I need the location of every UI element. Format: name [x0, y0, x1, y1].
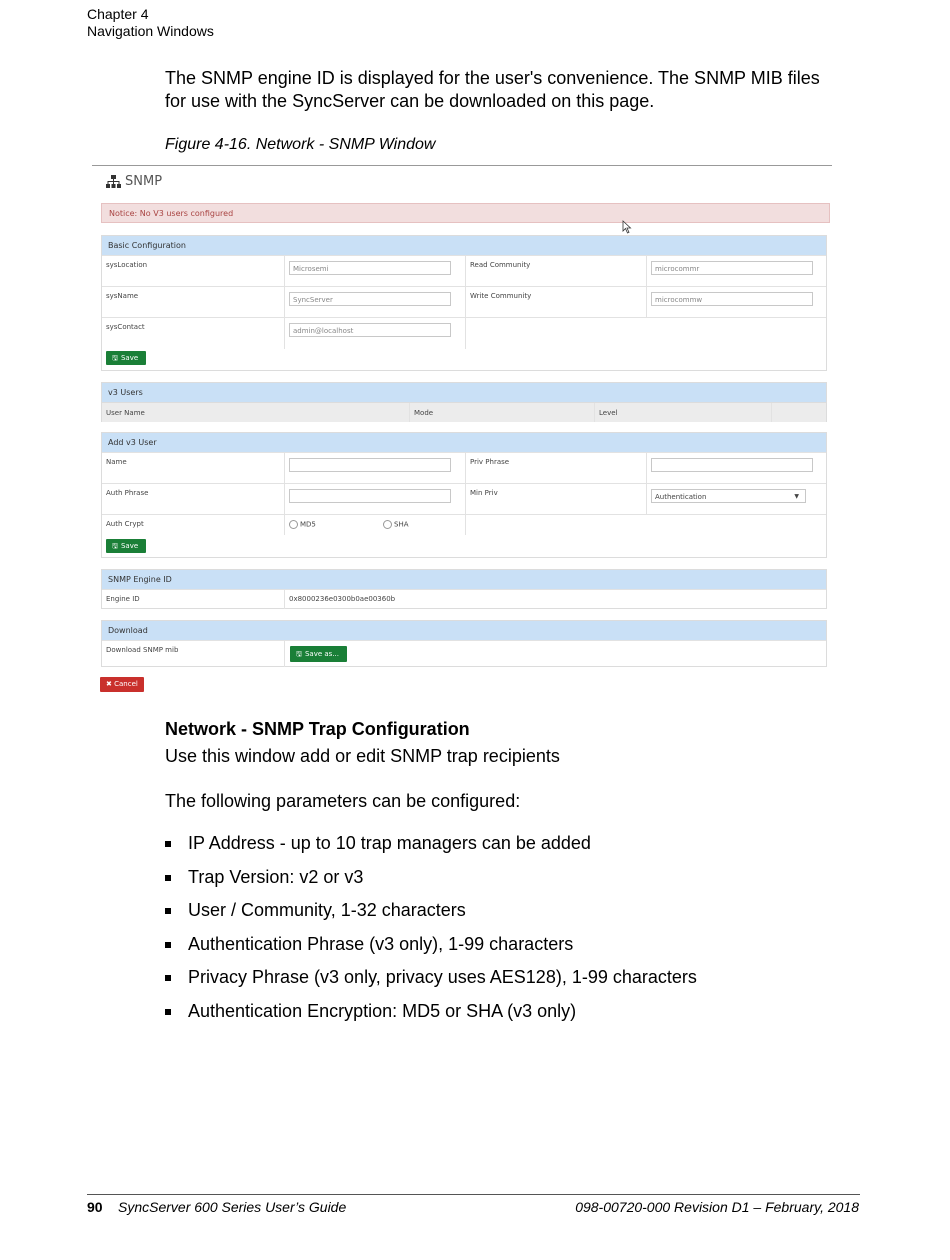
engine-id-heading: SNMP Engine ID [102, 570, 826, 589]
read-community-input[interactable]: microcommr [651, 261, 813, 275]
name-label: Name [106, 458, 127, 466]
network-icon [106, 175, 121, 188]
auth-crypt-label: Auth Crypt [106, 520, 144, 528]
md5-radio[interactable] [289, 520, 298, 529]
mouse-cursor-icon [622, 220, 632, 234]
sha-radio[interactable] [383, 520, 392, 529]
add-v3-user-heading: Add v3 User [102, 433, 826, 452]
bullet-square-icon [165, 875, 171, 881]
syscontact-input[interactable]: admin@localhost [289, 323, 451, 337]
floppy-icon: 🖫 [112, 354, 118, 362]
chapter-label: Chapter 4 [87, 6, 149, 22]
window-title [106, 174, 162, 189]
section-label: Navigation Windows [87, 23, 214, 39]
sysname-label: sysName [106, 292, 139, 300]
revision-info: 098-00720-000 Revision D1 – February, 2018 [575, 1199, 859, 1215]
params-intro: The following parameters can be configured: [165, 791, 521, 811]
list-item: Privacy Phrase (v3 only, privacy uses AES128), 1-99 characters [165, 966, 697, 1000]
write-community-label: Write Community [465, 287, 646, 317]
priv-phrase-input[interactable] [651, 458, 813, 472]
min-priv-label: Min Priv [465, 484, 646, 514]
name-input[interactable] [289, 458, 451, 472]
cancel-label: Cancel [114, 680, 138, 688]
bullet-square-icon [165, 975, 171, 981]
basic-config-panel [101, 235, 827, 371]
add-user-save-button[interactable] [106, 539, 146, 553]
footer-divider [87, 1194, 860, 1195]
window-title-text: SNMP [125, 174, 163, 189]
list-item: User / Community, 1-32 characters [165, 899, 697, 933]
add-row-1 [102, 452, 826, 483]
guide-title: SyncServer 600 Series User’s Guide [118, 1199, 347, 1215]
figure-caption: Figure 4-16. Network - SNMP Window [165, 136, 436, 153]
engine-id-value: 0x8000236e0300b0ae00360b [284, 590, 828, 609]
notice-banner: Notice: No V3 users configured [101, 203, 830, 223]
min-priv-value: Authentication [655, 493, 707, 501]
md5-option[interactable] [284, 515, 379, 535]
auth-phrase-label: Auth Phrase [106, 489, 149, 497]
intro-line-1: The SNMP engine ID is displayed for the user's convenience. The SNMP MIB files [165, 68, 820, 88]
close-icon: ✖ [106, 680, 112, 688]
sha-option[interactable] [379, 515, 465, 535]
col-level[interactable]: Level [594, 403, 771, 422]
cancel-button[interactable] [100, 677, 144, 692]
intro-line-2: for use with the SyncServer can be downloaded on this page. [165, 91, 655, 111]
add-user-save-label: Save [120, 542, 139, 550]
bullet-square-icon [165, 1009, 171, 1015]
engine-id-panel [101, 569, 827, 609]
col-user-name[interactable]: User Name [106, 409, 145, 417]
syslocation-label: sysLocation [106, 261, 148, 269]
add-row-2 [102, 483, 826, 514]
list-item: Trap Version: v2 or v3 [165, 866, 697, 900]
page-number: 90 [87, 1199, 103, 1215]
save-as-button[interactable] [290, 646, 347, 662]
list-item: Authentication Phrase (v3 only), 1-99 characters [165, 933, 697, 967]
basic-config-heading: Basic Configuration [102, 236, 826, 255]
md5-label: MD5 [300, 520, 316, 529]
download-panel [101, 620, 827, 667]
v3-users-panel [101, 382, 827, 422]
bullet-square-icon [165, 841, 171, 847]
save-as-label: Save as... [304, 650, 339, 658]
floppy-icon: 🖫 [296, 650, 302, 658]
bullet-square-icon [165, 908, 171, 914]
basic-row-2 [102, 286, 826, 317]
trap-section-subtitle: Use this window add or edit SNMP trap recipients [165, 746, 560, 766]
trap-section-heading: Network - SNMP Trap Configuration [165, 719, 470, 739]
syscontact-label: sysContact [106, 323, 145, 331]
basic-row-3 [102, 317, 826, 349]
basic-save-label: Save [120, 354, 139, 362]
list-item: IP Address - up to 10 trap managers can be added [165, 832, 697, 866]
priv-phrase-label: Priv Phrase [465, 453, 646, 483]
list-item: Authentication Encryption: MD5 or SHA (v3 only) [165, 1000, 697, 1034]
download-heading: Download [102, 621, 826, 640]
min-priv-select[interactable] [651, 489, 806, 503]
bullet-square-icon [165, 942, 171, 948]
basic-row-1 [102, 255, 826, 286]
v3-users-heading: v3 Users [102, 383, 826, 402]
params-list [165, 832, 697, 1033]
download-mib-label: Download SNMP mib [106, 646, 179, 654]
add-row-3 [102, 514, 826, 535]
floppy-icon: 🖫 [112, 542, 118, 550]
dropdown-arrow-icon: ▼ [794, 493, 799, 500]
auth-phrase-input[interactable] [289, 489, 451, 503]
sysname-input[interactable]: SyncServer [289, 292, 451, 306]
basic-save-button[interactable] [106, 351, 146, 365]
syslocation-input[interactable]: Microsemi [289, 261, 451, 275]
col-mode[interactable]: Mode [409, 403, 594, 422]
read-community-label: Read Community [465, 256, 646, 286]
sha-label: SHA [394, 520, 409, 529]
v3-users-table-header [102, 402, 826, 422]
snmp-window [92, 166, 837, 696]
engine-id-label: Engine ID [106, 595, 140, 603]
write-community-input[interactable]: microcommw [651, 292, 813, 306]
add-v3-user-panel [101, 432, 827, 558]
